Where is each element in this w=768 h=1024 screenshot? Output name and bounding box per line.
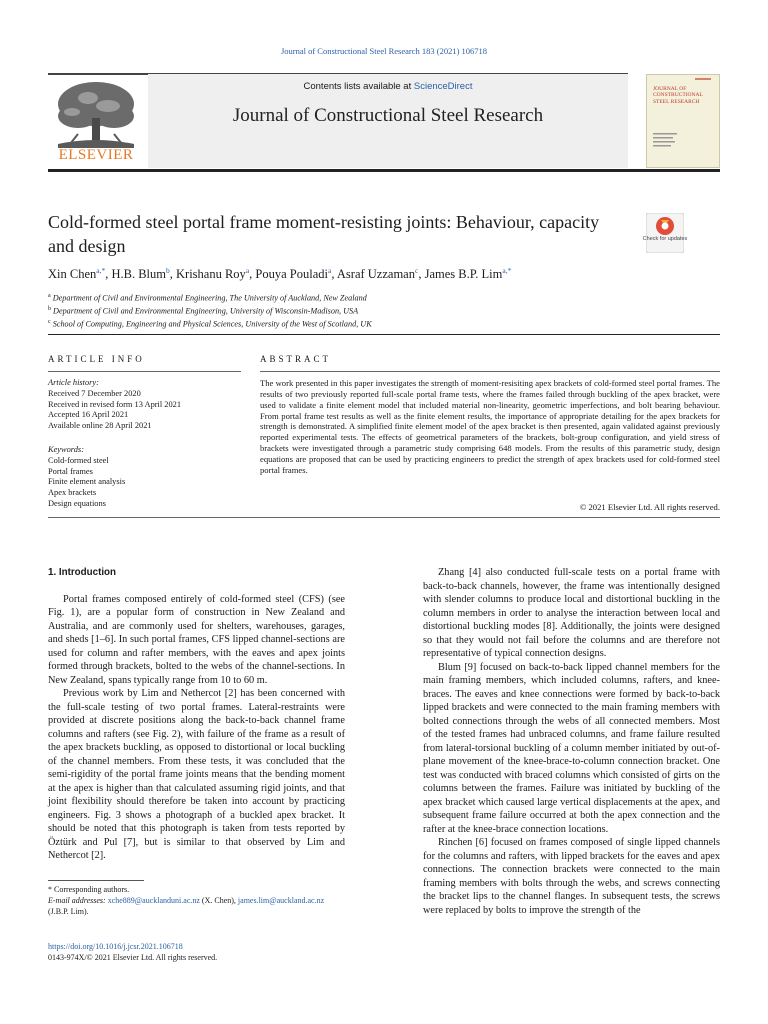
keyword: Apex brackets xyxy=(48,488,97,498)
issn-line: 0143-974X/© 2021 Elsevier Ltd. All rights reserved. xyxy=(48,953,218,962)
history-item: Available online 28 April 2021 xyxy=(48,421,152,431)
affiliation-mark: a xyxy=(48,293,51,299)
email-link[interactable]: xche889@aucklanduni.ac.nz xyxy=(107,896,200,905)
check-for-updates-icon[interactable] xyxy=(646,213,684,253)
body-right-column xyxy=(423,566,720,917)
author-name[interactable]: Krishanu Roy xyxy=(176,267,246,282)
section-divider xyxy=(48,334,720,335)
affiliation-mark: c xyxy=(48,319,51,326)
doi-block xyxy=(48,941,217,963)
author-affil-mark[interactable]: a,* xyxy=(502,266,512,275)
article-title: Cold-formed steel portal frame moment-resisting joints: Behaviour, capacity and design xyxy=(48,212,600,256)
section-heading: 1. Introduction xyxy=(48,567,117,578)
affiliation-line xyxy=(48,304,728,317)
keyword: Finite element analysis xyxy=(48,477,126,487)
affiliation-text: Department of Civil and Environmental Engineering, University of Wisconsin-Madison, USA xyxy=(53,306,359,316)
author-name[interactable]: H.B. Blum xyxy=(111,267,167,282)
abstract-rule xyxy=(260,371,720,372)
email-label: E-mail addresses: xyxy=(48,896,106,905)
author-name[interactable]: James B.P. Lim xyxy=(424,267,503,282)
body-paragraph: Zhang [4] also conducted full-scale tests on a portal frame with back-to-back channels, however, the frame was intentionally designed with slender columns to produce local and distortional buckling in the column members in order to analyse the interaction between local and distortional buckling modes [8]. Additionally, the joints were designed so that they would not fail before the columns and are therefore not representative of typical connection designs. xyxy=(423,567,720,659)
cover-title: JOURNAL OF CONSTRUCTIONAL STEEL RESEARCH xyxy=(653,86,703,105)
author-name[interactable]: Asraf Uzzaman xyxy=(336,267,415,282)
body-paragraph: Blum [9] focused on back-to-back lipped channel members for the main framing members, which included columns, rafters, and knee-braces. The eaves and knee connections were formed by back-to-back lipped brackets and were connected to the main framing members with bolted connections through the webs of all connected members. Most of the tested frames had unbraced columns, and frame failure resulted from lateral-torsional buckling of a column member initiated by out-of-plane movement of the knee-brace-to-column connection bracket. One test was conducted with braced columns which consisted of girts on the columns between the frames. Failure was initiated by buckling of the apex bracket which caused large vertical displacements at the apex, and subsequent frame failure occurred at both the apex connection and the rafter at the knee-brace connection locations. xyxy=(423,661,720,835)
author-affil-mark[interactable]: a xyxy=(245,266,250,275)
email-owner: (X. Chen), xyxy=(201,896,236,905)
elsevier-wordmark: ELSEVIER xyxy=(58,147,134,163)
affiliation-line xyxy=(48,317,728,330)
abstract-text: The work presented in this paper investigates the strength of moment-resisiting apex brackets of cold-formed steel portal frames. The results of two previously reported full-scale portal frame tests, where the frames failed through buckling of the apex bracket, were used to validate a finite element model that included material non-linearity, geometric imperfections, and bolt bearing behaviour. From portal frame test results as well as the finite element results, the importance of appropriate detailing for the apex brackets for strength is demonstrated. A simplified finite element model of the apex bracket is then presented, again validated against previously reported experimental tests. The effects of geometrical parameters of the brackets, bolt-group configuration, and yield stress of brackets were investigated through a parametric study comprising 648 models. From the results of this parametric study, design equations are proposed that can be used by practicing engineers to predict the strength of apex brackets used for cold-formed steel portal frames. xyxy=(260,378,720,475)
keyword: Cold-formed steel xyxy=(48,455,109,465)
article-info-heading: ARTICLE INFO xyxy=(48,354,145,364)
article-history xyxy=(48,378,243,432)
doi-link[interactable]: https://doi.org/10.1016/j.jcsr.2021.106718 xyxy=(48,942,183,951)
footnote-rule xyxy=(48,880,144,881)
contents-prefix: Contents lists available at xyxy=(303,81,414,92)
journal-reference[interactable]: Journal of Constructional Steel Research 183 (2021) 106718 xyxy=(280,46,488,56)
check-for-updates-label[interactable]: Check for updates xyxy=(642,236,688,242)
history-item: Received in revised form 13 April 2021 xyxy=(48,399,182,409)
history-label: Article history: xyxy=(48,378,99,387)
affiliation-mark: b xyxy=(48,306,51,313)
affiliation-text: Department of Civil and Environmental Engineering, The University of Auckland, New Zealand xyxy=(52,293,367,303)
email-owner: (J.B.P. Lim). xyxy=(48,907,89,916)
header-bottom-rule xyxy=(48,169,720,172)
journal-title[interactable]: Journal of Constructional Steel Research xyxy=(232,105,544,126)
contents-line xyxy=(148,81,628,92)
sciencedirect-link[interactable]: ScienceDirect xyxy=(413,81,473,92)
keywords xyxy=(48,445,243,510)
abstract-heading: ABSTRACT xyxy=(260,354,332,364)
keywords-label: Keywords: xyxy=(48,445,84,454)
history-item: Accepted 16 April 2021 xyxy=(48,410,129,420)
author-name[interactable]: Pouya Pouladi xyxy=(255,267,328,282)
body-paragraph: Portal frames composed entirely of cold-formed steel (CFS) (see Fig. 1), are a popular form of construction in New Zealand and Australia, and are commonly used for shelters, warehouses, garages, and sheds [1–6]. In such portal frames, CFS lipped channel-sections are used for column and rafter members, with the eaves and apex joints formed through brackets, bolted to the webs of the channel-sections. In New Zealand, spans typically range from 10 to 60 m. xyxy=(48,593,345,686)
abstract-copyright: © 2021 Elsevier Ltd. All rights reserved. xyxy=(579,502,720,512)
author-affil-mark[interactable]: b xyxy=(166,266,170,275)
article-info-rule xyxy=(48,371,241,372)
author-affil-mark[interactable]: c xyxy=(414,266,419,275)
author-affil-mark[interactable]: a xyxy=(327,266,332,275)
body-paragraph: Rinchen [6] focused on frames composed of single lipped channels for the columns and rafters, with lipped brackets for the eaves and apex connections. The connection brackets were connected to the main framing members with bolts through the webs, and screws connecting the bracket lips to the channel flanges. In subsequent tests, the screws were replaced by bolts to improve the strength of the xyxy=(423,837,720,916)
email-link[interactable]: james.lim@auckland.ac.nz xyxy=(237,896,325,905)
affiliations xyxy=(48,291,728,331)
email-line xyxy=(48,895,345,917)
corresponding-note: * Corresponding authors. xyxy=(48,885,130,894)
keyword: Portal frames xyxy=(48,466,93,476)
body-left-column xyxy=(48,566,345,863)
author-name[interactable]: Xin Chen xyxy=(48,267,97,282)
history-item: Received 7 December 2020 xyxy=(48,388,141,398)
author-list: Xin Chen$^{a,*}$, H.B. Blum$^b$, Krishanu Roy$^a$, Pouya Pouladi$^a$, Asraf Uzzaman$^c$, James B.P. Lim$^{a,*}$ xyxy=(48,266,512,282)
abstract-bottom-rule xyxy=(48,517,720,518)
affiliation-line xyxy=(48,291,728,304)
footnote xyxy=(48,884,345,917)
author-affil-mark[interactable]: a,* xyxy=(96,266,106,275)
keyword: Design equations xyxy=(48,498,106,508)
body-paragraph: Previous work by Lim and Nethercot [2] has been concerned with the full-scale testing of two portal frames. Lateral-restraints were provided at discrete positions along the back-to-back channel frame columns and rafters (see Fig. 2), with failure of the frame as a result of the apex brackets buckling, as opposed to distortional or local buckling of the channel members. From these tests, it was concluded that the semi-rigidity of the portal frame joints means that the bending moment at the apex is higher than that calculated assuming rigid joints, and that joint flexibility should therefore be taken into account by practicing engineers. Fig. 3 shows a photograph of a buckled apex bracket. It should be noted that this photograph is taken from tests reported by Öztürk and Pul [7], but is similar to that observed by Lim and Nethercot [2]. xyxy=(48,688,345,861)
affiliation-text: School of Computing, Engineering and Physical Sciences, University of the West of Scotland, UK xyxy=(52,320,372,330)
